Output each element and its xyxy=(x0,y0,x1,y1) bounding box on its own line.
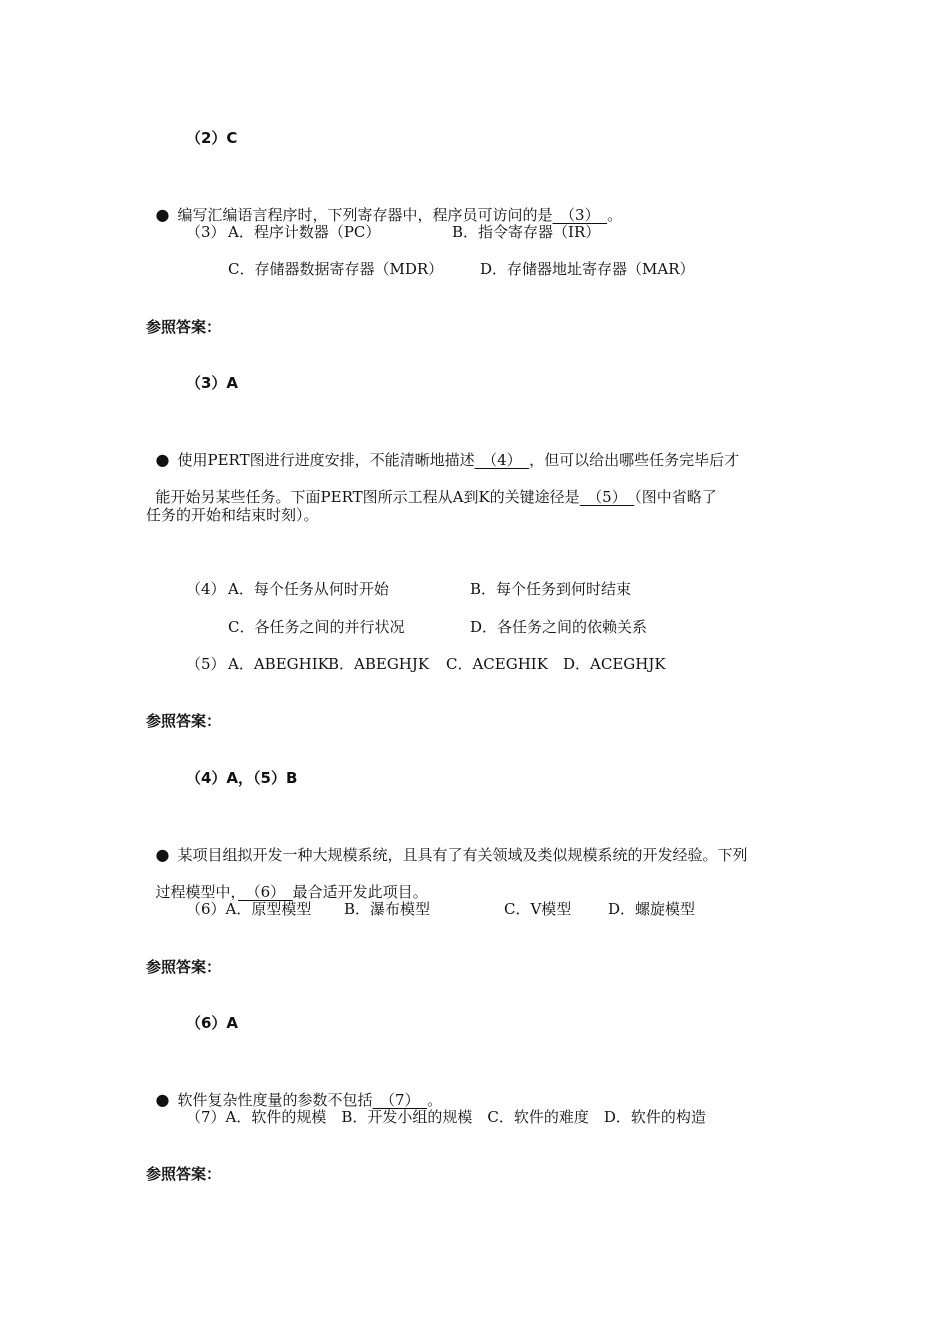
question-4-5-line1 xyxy=(146,430,739,470)
q5-option-c: C．ACEGHIK xyxy=(446,655,548,673)
question-text: 编写汇编语言程序时，下列寄存器中，程序员可访问的是 xyxy=(177,206,553,224)
answer-4-5: （4）A，（5）B xyxy=(186,769,298,787)
q3-option-d: D．存储器地址寄存器（MAR） xyxy=(480,260,695,278)
question-text: 软件复杂性度量的参数不包括 xyxy=(177,1091,373,1109)
reference-answer-heading: 参照答案： xyxy=(146,1165,222,1183)
q6-option-d: D．螺旋模型 xyxy=(608,900,696,918)
bullet-icon: ● xyxy=(155,1090,170,1109)
answer-blank: （5） xyxy=(579,488,635,506)
answer-blank: （3） xyxy=(552,206,608,224)
q5-option-a: A．ABEGHIK xyxy=(228,655,329,673)
q4-option-b: B．每个任务到何时结束 xyxy=(470,580,632,598)
answer-blank: （4） xyxy=(474,451,530,469)
answer-blank: （7） xyxy=(372,1091,428,1109)
q4-label: （4） xyxy=(186,580,226,598)
q4-option-d: D．各任务之间的依赖关系 xyxy=(470,618,648,636)
reference-answer-heading: 参照答案： xyxy=(146,318,222,336)
question-text: 使用PERT图进行进度安排，不能清晰地描述 xyxy=(177,451,475,469)
bullet-icon: ● xyxy=(155,205,170,224)
q3-options-row1 xyxy=(186,222,226,242)
question-3 xyxy=(146,185,622,225)
answer-2: （2）C xyxy=(186,129,238,147)
reference-answer-heading: 参照答案： xyxy=(146,712,222,730)
q7-options: （7）A．软件的规模 B．开发小组的规模 C．软件的难度 D．软件的构造 xyxy=(186,1108,706,1126)
q6-option-b: B．瀑布模型 xyxy=(344,900,431,918)
answer-3: （3）A xyxy=(186,374,239,392)
question-4-5-line2 xyxy=(146,467,717,507)
bullet-icon: ● xyxy=(155,845,170,864)
q3-option-b: B．指令寄存器（IR） xyxy=(452,223,601,241)
answer-blank: （6） xyxy=(238,883,293,901)
question-6-line1 xyxy=(146,825,748,865)
question-text: 过程模型中， xyxy=(155,883,239,901)
question-text: 某项目组拟开发一种大规模系统，且具有了有关领域及类似规模系统的开发经验。下列 xyxy=(177,846,748,864)
question-text: 能开始另某些任务。下面PERT图所示工程从A到K的关键途径是 xyxy=(155,488,580,506)
question-text: 最合适开发此项目。 xyxy=(292,883,428,901)
q6-option-c: C．V模型 xyxy=(504,900,572,918)
bullet-icon: ● xyxy=(155,450,170,469)
answer-6: （6）A xyxy=(186,1014,239,1032)
q3-option-a: A．程序计数器（PC） xyxy=(228,223,381,241)
question-6-line2 xyxy=(146,862,428,902)
question-text: 。 xyxy=(427,1091,443,1109)
q3-option-c: C．存储器数据寄存器（MDR） xyxy=(228,260,444,278)
question-text: ，但可以给出哪些任务完毕后才 xyxy=(529,451,740,469)
question-4-5-line3: 任务的开始和结束时刻）。 xyxy=(146,506,319,524)
q5-option-d: D．ACEGHJK xyxy=(563,655,666,673)
option-label: （3） xyxy=(186,223,226,241)
q6-option-a: （6）A．原型模型 xyxy=(186,900,312,918)
question-text: 。 xyxy=(607,206,623,224)
question-7 xyxy=(146,1070,442,1110)
q5-label: （5） xyxy=(186,655,226,673)
q4-option-a: A．每个任务从何时开始 xyxy=(228,580,389,598)
q5-option-b: B．ABEGHJK xyxy=(328,655,430,673)
reference-answer-heading: 参照答案： xyxy=(146,958,222,976)
q4-option-c: C．各任务之间的并行状况 xyxy=(228,618,405,636)
question-text: （图中省略了 xyxy=(634,488,717,506)
